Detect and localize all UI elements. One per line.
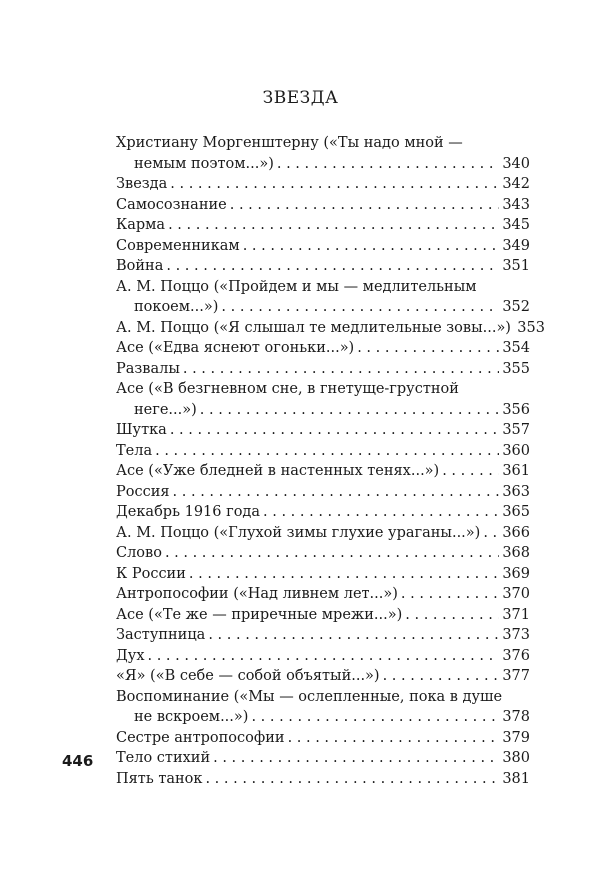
dot-leader xyxy=(243,236,499,257)
toc-entry-line xyxy=(116,769,530,790)
toc-entry-title: Слово xyxy=(116,545,162,561)
toc-entry xyxy=(116,318,545,339)
dot-leader xyxy=(173,482,499,503)
toc-entry xyxy=(116,256,530,277)
dot-leader xyxy=(357,338,499,359)
toc-entry xyxy=(116,174,530,195)
dot-leader xyxy=(213,748,499,769)
toc-entry-title: Антропософии («Над ливнем лет...») xyxy=(116,586,398,602)
dot-leader xyxy=(263,502,499,523)
toc-entry-page: 370 xyxy=(502,586,530,602)
toc-entry-title: Звезда xyxy=(116,176,168,192)
dot-leader xyxy=(221,297,499,318)
toc-entry-page: 349 xyxy=(502,237,530,254)
toc-entry-title: Асе («Едва яснеют огоньки...») xyxy=(116,340,355,356)
toc-entry xyxy=(116,502,530,523)
toc-entry-continuation xyxy=(116,154,530,175)
toc-entry-title: Шутка xyxy=(116,422,167,438)
toc-entry-line xyxy=(116,748,530,769)
toc-entry xyxy=(116,338,530,359)
toc-entry-title: А. М. Поццо («Я слышал те медлительные зовы...») xyxy=(116,319,511,336)
toc-entry-title: Война xyxy=(116,258,164,274)
dot-leader xyxy=(288,728,499,749)
toc-entry-page: 355 xyxy=(502,360,530,377)
toc-entry-line xyxy=(116,584,530,605)
toc-entry xyxy=(116,523,530,544)
toc-entry xyxy=(116,687,530,728)
dot-leader xyxy=(183,359,499,380)
toc-entry-line xyxy=(116,605,530,626)
dot-leader xyxy=(170,174,499,195)
toc-entry-line xyxy=(116,441,530,462)
toc-entry-title: Россия xyxy=(116,483,170,500)
toc-entry-page: 380 xyxy=(502,750,530,766)
toc-entry-title: Сестре антропософии xyxy=(116,729,285,746)
toc-entry-line xyxy=(116,195,530,216)
toc-entry-page: 371 xyxy=(502,606,530,623)
toc-entry-title: Современникам xyxy=(116,237,240,254)
toc-entry-line xyxy=(116,236,530,257)
toc-entry xyxy=(116,133,530,174)
toc-entry-page: 360 xyxy=(502,442,530,459)
toc-entry-page: 369 xyxy=(502,565,530,582)
table-of-contents xyxy=(116,133,545,789)
toc-entry-line xyxy=(116,502,530,523)
toc-entry xyxy=(116,605,530,626)
toc-entry xyxy=(116,769,530,790)
dot-leader xyxy=(170,420,499,441)
toc-entry-continuation xyxy=(116,400,530,421)
toc-entry xyxy=(116,195,530,216)
toc-entry xyxy=(116,666,530,687)
toc-entry xyxy=(116,543,530,564)
toc-entry-line xyxy=(116,625,530,646)
dot-leader xyxy=(405,605,499,626)
dot-leader xyxy=(401,584,499,605)
toc-entry-line xyxy=(116,666,530,687)
toc-entry-page: 376 xyxy=(502,647,530,664)
toc-entry-line xyxy=(116,523,530,544)
dot-leader xyxy=(168,215,499,236)
toc-entry xyxy=(116,441,530,462)
toc-entry-title: неге...») xyxy=(134,401,197,418)
toc-entry-title: Христиану Моргенштерну («Ты надо мной — xyxy=(116,135,463,151)
toc-entry-page: 366 xyxy=(502,524,530,541)
toc-entry xyxy=(116,564,530,585)
dot-leader xyxy=(205,769,499,790)
toc-entry-page: 379 xyxy=(502,729,530,746)
toc-entry-continuation xyxy=(116,297,530,318)
toc-entry-title: Асе («В безгневном сне, в гнетуще-грустной xyxy=(116,381,459,397)
toc-entry-title: Карма xyxy=(116,217,166,233)
dot-leader xyxy=(277,154,499,175)
section-title: ЗВЕЗДА xyxy=(262,88,339,108)
toc-entry xyxy=(116,277,530,318)
toc-entry-page: 377 xyxy=(502,668,530,684)
toc-entry-title: А. М. Поццо («Пройдем и мы — медлительным xyxy=(116,278,477,295)
toc-entry-title: покоем...») xyxy=(134,299,219,315)
toc-entry-title: Самосознание xyxy=(116,196,227,213)
dot-leader xyxy=(200,400,499,421)
toc-entry-line xyxy=(116,215,530,236)
toc-entry-page: 354 xyxy=(502,340,530,356)
toc-entry-continuation xyxy=(116,707,530,728)
toc-entry-line xyxy=(116,277,530,298)
toc-entry-line xyxy=(116,420,530,441)
toc-entry-page: 343 xyxy=(502,196,530,213)
toc-entry xyxy=(116,584,530,605)
dot-leader xyxy=(230,195,499,216)
toc-entry-page: 373 xyxy=(502,627,530,643)
toc-entry xyxy=(116,359,530,380)
toc-entry-line xyxy=(116,359,530,380)
toc-entry-line xyxy=(116,564,530,585)
toc-entry-title: А. М. Поццо («Глухой зимы глухие ураганы...») xyxy=(116,524,481,541)
toc-entry xyxy=(116,215,530,236)
toc-entry-line xyxy=(116,687,530,708)
dot-leader xyxy=(189,564,499,585)
toc-entry-title: Тела xyxy=(116,442,153,459)
toc-entry-line xyxy=(116,461,530,482)
toc-entry-page: 342 xyxy=(502,176,530,192)
toc-entry-page: 378 xyxy=(502,709,530,725)
toc-entry-line xyxy=(116,133,530,154)
toc-entry-title: Асе («Уже бледней в настенных тенях...») xyxy=(116,463,440,479)
toc-entry xyxy=(116,748,530,769)
dot-leader xyxy=(165,543,499,564)
toc-entry xyxy=(116,625,530,646)
toc-entry-line xyxy=(116,338,530,359)
toc-entry-title: Дух xyxy=(116,647,145,664)
toc-entry-line xyxy=(116,318,545,339)
toc-entry-line xyxy=(116,543,530,564)
toc-entry-title: Развалы xyxy=(116,360,180,377)
toc-entry-title: Декабрь 1916 года xyxy=(116,504,261,520)
toc-entry xyxy=(116,482,530,503)
toc-entry-page: 363 xyxy=(502,483,530,500)
toc-entry-line xyxy=(116,256,530,277)
dot-leader xyxy=(383,666,499,687)
toc-entry-page: 381 xyxy=(502,770,530,787)
toc-entry-title: не вскроем...») xyxy=(134,709,249,725)
toc-entry-title: Асе («Те же — приречные мрежи...») xyxy=(116,606,403,623)
toc-entry-title: Воспоминание («Мы — ослепленные, пока в душе xyxy=(116,688,503,705)
toc-entry xyxy=(116,461,530,482)
toc-entry-page: 351 xyxy=(502,258,530,274)
dot-leader xyxy=(155,441,499,462)
toc-entry xyxy=(116,379,530,420)
toc-entry-page: 345 xyxy=(502,217,530,233)
dot-leader xyxy=(483,523,499,544)
dot-leader xyxy=(148,646,500,667)
dot-leader xyxy=(251,707,499,728)
toc-entry-line xyxy=(116,482,530,503)
toc-entry-page: 353 xyxy=(517,319,545,336)
toc-entry xyxy=(116,236,530,257)
toc-entry-line xyxy=(116,379,530,400)
toc-entry-page: 340 xyxy=(502,155,530,172)
toc-entry-page: 361 xyxy=(502,463,530,479)
toc-entry-line xyxy=(116,646,530,667)
dot-leader xyxy=(442,461,499,482)
toc-entry-title: «Я» («В себе — собой объятый...») xyxy=(116,668,380,684)
dot-leader xyxy=(208,625,499,646)
toc-entry-page: 365 xyxy=(502,504,530,520)
toc-entry-page: 352 xyxy=(502,299,530,315)
toc-entry-page: 356 xyxy=(502,401,530,418)
toc-entry-page: 357 xyxy=(502,422,530,438)
page-number: 446 xyxy=(62,752,94,770)
toc-entry-title: Тело стихий xyxy=(116,750,211,766)
toc-entry-title: Пять танок xyxy=(116,770,203,787)
toc-entry xyxy=(116,728,530,749)
toc-entry-line xyxy=(116,728,530,749)
toc-entry-line xyxy=(116,174,530,195)
toc-entry xyxy=(116,420,530,441)
toc-entry-page: 368 xyxy=(502,545,530,561)
dot-leader xyxy=(166,256,499,277)
toc-entry-title: К России xyxy=(116,565,186,582)
toc-entry-title: Заступница xyxy=(116,627,206,643)
toc-entry xyxy=(116,646,530,667)
toc-entry-title: немым поэтом...») xyxy=(134,155,274,172)
